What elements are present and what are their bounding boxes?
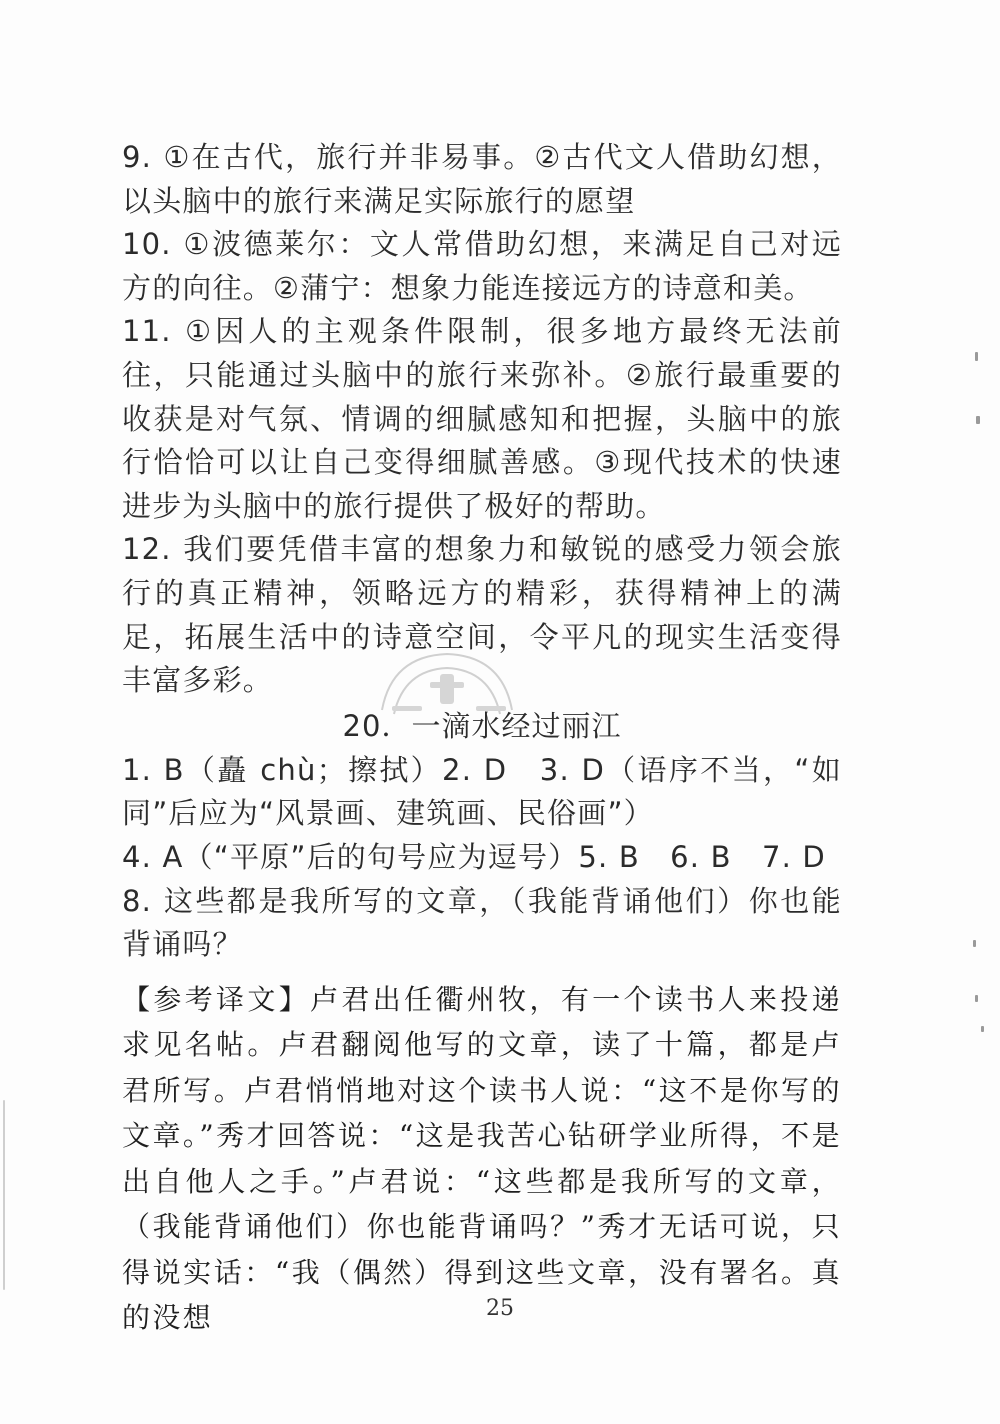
margin-speck	[976, 416, 980, 424]
answer-11: 11. ①因人的主观条件限制，很多地方最终无法前往，只能通过头脑中的旅行来弥补。②旅行最重要的收获是对气氛、情调的细腻感知和把握，头脑中的旅行恰恰可以让自己变得细腻善感。③现代技术的快速进步为头脑中的旅行提供了极好的帮助。	[122, 314, 842, 523]
page-content	[122, 136, 842, 1341]
margin-speck	[975, 995, 978, 1002]
answer-1-3: 1. B（矗 chù；擦拭）2. D 3. D（语序不当，“如同”后应为“风景画、建筑画、民俗画”）	[122, 752, 842, 831]
margin-speck	[3, 1100, 5, 1290]
reference-translation: 【参考译文】卢君出任衢州牧，有一个读书人来投递求见名帖。卢君翻阅他写的文章，读了十篇，都是卢君所写。卢君悄悄地对这个读书人说：“这不是你写的文章。”秀才回答说：“这是我苦心钻研学业所得，不是出自他人之手。”卢君说：“这些都是我所写的文章，（我能背诵他们）你也能背诵吗？”秀才无话可说，只得说实话：“我（偶然）得到这些文章，没有署名。真的没想	[122, 982, 842, 1335]
answer-4-7: 4. A（“平原”后的句号应为逗号）5. B 6. B 7. D	[122, 839, 826, 874]
margin-speck	[981, 1026, 984, 1032]
watermark-stamp	[372, 648, 522, 730]
answer-10: 10. ①波德莱尔：文人常借助幻想，来满足自己对远方的向往。②蒲宁：想象力能连接远方的诗意和美。	[122, 227, 842, 305]
answer-12: 12. 我们要凭借丰富的想象力和敏锐的感受力领会旅行的真正精神，领略远方的精彩，获得精神上的满足，拓展生活中的诗意空间，令平凡的现实生活变得丰富多彩。	[122, 532, 842, 698]
margin-speck	[975, 352, 978, 361]
answer-8: 8. 这些都是我所写的文章，（我能背诵他们）你也能背诵吗？	[122, 883, 842, 962]
section-title: 20．一滴水经过丽江	[342, 708, 622, 743]
margin-speck	[973, 940, 976, 947]
page-number: 25	[486, 1296, 514, 1321]
answer-9: 9. ①在古代，旅行并非易事。②古代文人借助幻想，以头脑中的旅行来满足实际旅行的愿望	[122, 140, 842, 218]
